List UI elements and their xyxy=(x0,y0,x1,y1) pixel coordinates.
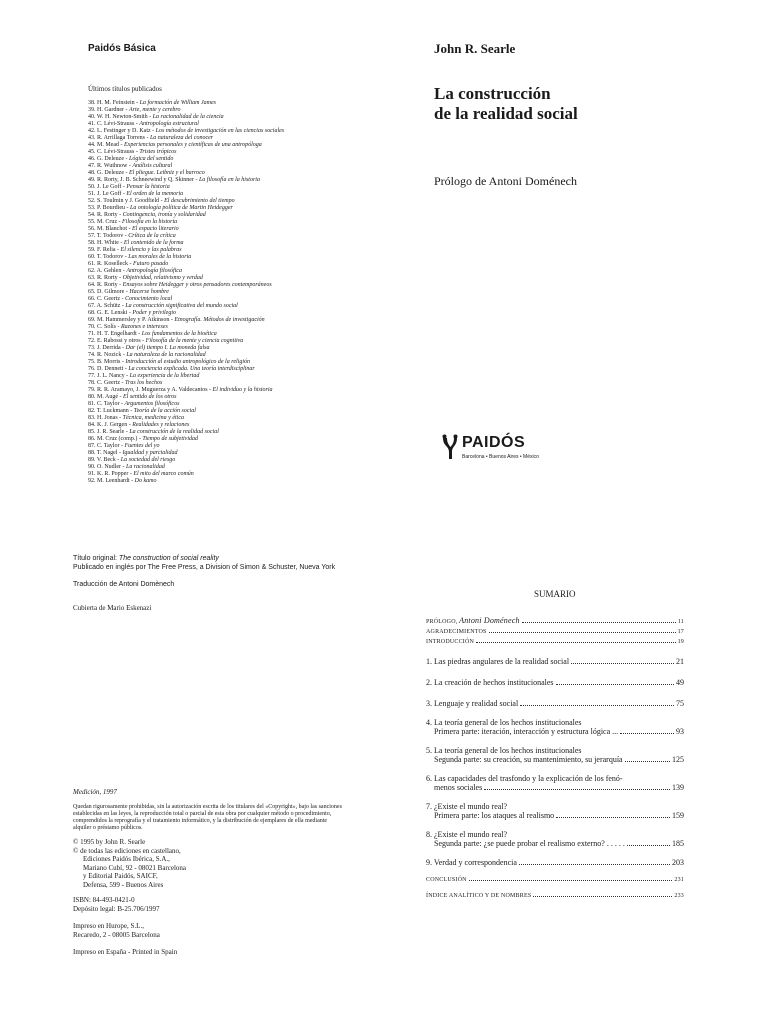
toc-page-number: 19 xyxy=(677,639,684,645)
toc-entry xyxy=(426,830,684,848)
printed-in: Impreso en España - Printed in Spain xyxy=(73,948,178,956)
list-item xyxy=(88,324,358,331)
series-name: Paidós Básica xyxy=(88,43,156,54)
title-name: Razones e intereses xyxy=(121,324,168,330)
toc-leader xyxy=(489,632,676,633)
toc-entry xyxy=(426,657,684,666)
table-of-contents xyxy=(426,616,684,899)
copyright-line: © 1995 by John R. Searle xyxy=(73,838,146,846)
title-name: La construcción de la realidad social xyxy=(129,429,219,435)
toc-leader xyxy=(520,705,674,706)
list-item xyxy=(88,352,358,359)
title-name: Etnografía. Métodos de investigación xyxy=(174,317,265,323)
list-item xyxy=(88,464,358,471)
list-item xyxy=(88,401,358,408)
list-item xyxy=(88,219,358,226)
isbn-block xyxy=(73,896,160,914)
list-item xyxy=(88,289,358,296)
title-name: La naturaleza de la racionalidad xyxy=(126,352,206,358)
toc-leader xyxy=(533,896,672,897)
title-name: El pliegue. Leibniz y el barroco xyxy=(128,170,205,176)
copyright-line: Defensa, 599 - Buenos Aires xyxy=(83,880,164,889)
title-author: 87. C. Taylor - xyxy=(88,443,125,449)
title-author: 69. M. Hammersley y P. Atkinson - xyxy=(88,317,175,323)
title-author: 62. A. Gehlen - xyxy=(88,268,127,274)
list-item xyxy=(88,408,358,415)
toc-page-number: 11 xyxy=(677,619,684,625)
title-author: 41. C. Lévi-Strauss - xyxy=(88,121,140,127)
toc-entry-title: AGRADECIMIENTOS xyxy=(426,629,487,635)
list-item xyxy=(88,184,358,191)
publisher-name: PAIDÓS xyxy=(462,434,526,451)
toc-entry-title: 6. Las capacidades del trasfondo y la explicación de los fenó- xyxy=(426,774,623,783)
title-name: Igualdad y parcialidad xyxy=(122,450,178,456)
title-author: 66. C. Geertz - xyxy=(88,296,125,302)
toc-leader xyxy=(469,880,673,881)
toc-leader xyxy=(571,663,674,664)
title-name: El sentido de los otros xyxy=(123,394,177,400)
list-item xyxy=(88,163,358,170)
contents-title: SUMARIO xyxy=(534,589,576,599)
publisher-logo-icon xyxy=(440,434,460,460)
title-author: 48. G. Deleuze - xyxy=(88,170,129,176)
title-name: Tras los hechos xyxy=(125,380,163,386)
isbn: ISBN: 84-493-0421-0 xyxy=(73,896,135,904)
title-author: 55. M. Cruz - xyxy=(88,219,122,225)
list-item xyxy=(88,114,358,121)
toc-entry-subtitle: Segunda parte: su creación, su mantenimiento, su jerarquía xyxy=(434,755,623,764)
list-item xyxy=(88,247,358,254)
title-name: Las morales de la historia xyxy=(128,254,192,260)
toc-entry-title: CONCLUSIÓN xyxy=(426,877,467,883)
title-author: 59. F. Relia - xyxy=(88,247,121,253)
list-item xyxy=(88,415,358,422)
toc-page-number: 49 xyxy=(676,678,684,687)
title-name: Los fundamentos de la bioética xyxy=(141,331,217,337)
list-item xyxy=(88,303,358,310)
title-author: 73. J. Derrida - xyxy=(88,345,126,351)
toc-entry-title: INTRODUCCIÓN xyxy=(426,639,475,645)
title-author: 70. C. Solís - xyxy=(88,324,122,330)
list-item xyxy=(88,275,358,282)
toc-page-number: 75 xyxy=(676,699,684,708)
toc-entry-subtitle: Primera parte: iteración, interacción y estructura lógica ... xyxy=(434,727,619,736)
title-name: Filosofía en la historia xyxy=(122,219,178,225)
title-author: 52. S. Toulmin y J. Goodfield - xyxy=(88,198,165,204)
title-author: 77. J. L. Nancy - xyxy=(88,373,130,379)
title-author: 39. H. Gardner - xyxy=(88,107,129,113)
title-name: Teoría de la acción social xyxy=(133,408,196,414)
published-info: Publicado en inglés por The Free Press, a Division of Simon & Schuster, Nueva York xyxy=(73,564,336,571)
title-author: 76. D. Dennett - xyxy=(88,366,129,372)
list-heading: Últimos títulos publicados xyxy=(88,85,162,93)
toc-entry-title: ÍNDICE ANALÍTICO Y DE NOMBRES xyxy=(426,893,532,899)
title-name: La formación de William James xyxy=(139,100,216,106)
title-name: Antropología filosófica xyxy=(126,268,182,274)
toc-entry-title: 1. Las piedras angulares de la realidad social xyxy=(426,657,570,666)
list-item xyxy=(88,387,358,394)
list-item xyxy=(88,254,358,261)
title-name: Experiencias personales y científicas de una antropóloga xyxy=(124,142,262,148)
list-item xyxy=(88,317,358,324)
list-item xyxy=(88,156,358,163)
title-name: Pensar la historia xyxy=(126,184,170,190)
toc-entry-subtitle: Primera parte: los ataques al realismo xyxy=(434,811,555,820)
toc-entry xyxy=(426,616,684,625)
toc-entry xyxy=(426,858,684,867)
toc-page-number: 159 xyxy=(672,811,684,820)
toc-entry-subtitle: Segunda parte: ¿se puede probar el realismo externo? . . . . . xyxy=(434,839,625,848)
title-name: Análisis cultural xyxy=(132,163,173,169)
list-item xyxy=(88,198,358,205)
title-name: El descubrimiento del tiempo xyxy=(164,198,235,204)
title-name: Lógica del sentido xyxy=(128,156,174,162)
title-name: La experiencia de la libertad xyxy=(129,373,200,379)
title-author: 75. B. Morris - xyxy=(88,359,126,365)
title-name: Conocimiento local xyxy=(125,296,173,302)
title-name: Contingencia, ironía y solidaridad xyxy=(122,212,206,218)
list-item xyxy=(88,205,358,212)
list-item xyxy=(88,107,358,114)
list-item xyxy=(88,282,358,289)
title-name: El orden de la memoria xyxy=(126,191,184,197)
list-item xyxy=(88,331,358,338)
list-item xyxy=(88,100,358,107)
toc-entry-subtitle: menos sociales xyxy=(434,783,483,792)
toc-entry-title: 8. ¿Existe el mundo real? xyxy=(426,830,508,839)
toc-page-number: 93 xyxy=(676,727,684,736)
list-item xyxy=(88,436,358,443)
title-author: 86. M. Cruz (comp.) - xyxy=(88,436,143,442)
title-author: 92. M. Leenhardt - xyxy=(88,478,135,484)
toc-leader xyxy=(556,684,674,685)
title-author: 58. H. White - xyxy=(88,240,124,246)
title-author: 80. M. Augé - xyxy=(88,394,123,400)
title-name: Do kamo xyxy=(134,478,157,484)
list-item xyxy=(88,240,358,247)
list-item xyxy=(88,429,358,436)
toc-entry xyxy=(426,639,684,645)
title-name: Arte, mente y cerebro xyxy=(129,107,181,113)
title-name: La conciencia explicada. Una teoría interdisciplinar xyxy=(128,366,255,372)
credits-block xyxy=(73,554,393,589)
list-item xyxy=(88,135,358,142)
original-title-label: Título original: xyxy=(73,555,119,562)
title-name: La naturaleza del conocer xyxy=(149,135,214,141)
toc-entry-title: 3. Lenguaje y realidad social xyxy=(426,699,519,708)
copyright-line: Ediciones Paidós Ibérica, S.A., xyxy=(83,855,170,863)
title-author: 85. J. R. Searle - xyxy=(88,429,130,435)
title-name: El mito del marco común xyxy=(133,471,194,477)
title-author: 46. G. Deleuze - xyxy=(88,156,129,162)
title-name: Realidades y relaciones xyxy=(132,422,190,428)
list-item xyxy=(88,226,358,233)
list-item xyxy=(88,450,358,457)
rights-notice: Quedan rigurosamente prohibidas, sin la autorización escrita de los titulares del «Copyright», bajo las sanciones establecidas en las leyes, la reproducción total o parcial de esta obra por cualquier método o procedimiento, comprendidos la reprografía y el tratamiento informático, y la distribución de ejemplares de ella mediante alquiler o préstamo públicos. xyxy=(73,804,342,831)
title-author: 50. J. Le Goff - xyxy=(88,184,127,190)
title-author: 74. R. Nozick - xyxy=(88,352,127,358)
title-name: La ontología política de Martin Heidegger xyxy=(130,205,233,211)
title-name: Hacerse hombre xyxy=(129,289,169,295)
title-author: 42. L. Festinger y D. Katz - xyxy=(88,128,156,134)
title-name: El contenido de la forma xyxy=(123,240,184,246)
title-author: 72. E. Rabossi y otros - xyxy=(88,338,146,344)
title-name: Tristes trópicos xyxy=(139,149,177,155)
copyright-line: Mariano Cubí, 92 - 08021 Barcelona xyxy=(83,863,187,872)
toc-entry xyxy=(426,877,684,883)
toc-entry xyxy=(426,718,684,736)
title-name: Tiempo de subjetividad xyxy=(142,436,198,442)
translation-credit: Traducción de Antoni Domènech xyxy=(73,581,175,588)
copyright-line: © de todas las ediciones en castellano, xyxy=(73,846,181,855)
title-name: Poder y privilegio xyxy=(132,310,176,316)
publisher-cities: Barcelona • Buenos Aires • México xyxy=(462,454,539,460)
printer-line: Impreso en Hurope, S.L., xyxy=(73,922,144,930)
list-item xyxy=(88,233,358,240)
toc-page-number: 125 xyxy=(672,755,684,764)
list-item xyxy=(88,394,358,401)
toc-page-number: 21 xyxy=(676,657,684,666)
list-item xyxy=(88,471,358,478)
title-name: El individuo y la historia xyxy=(212,387,273,393)
title-author: 78. C. Geertz - xyxy=(88,380,125,386)
title-author: 81. C. Taylor - xyxy=(88,401,125,407)
title-author: 54. R. Rorty - xyxy=(88,212,123,218)
title-author: 64. R. Rorty - xyxy=(88,282,123,288)
list-item xyxy=(88,170,358,177)
title-author: 89. V. Beck - xyxy=(88,457,121,463)
list-item xyxy=(88,268,358,275)
toc-entry xyxy=(426,774,684,792)
title-name: Dar (el) tiempo I. La moneda falsa xyxy=(125,345,210,351)
title-author: 88. T. Nagel - xyxy=(88,450,123,456)
author-name: John R. Searle xyxy=(434,41,516,56)
title-author: 63. R. Rorty - xyxy=(88,275,123,281)
toc-leader xyxy=(556,817,670,818)
toc-entry xyxy=(426,893,684,899)
title-author: 51. J. Le Goff - xyxy=(88,191,127,197)
title-author: 56. M. Blanchot - xyxy=(88,226,132,232)
toc-entry-title: 7. ¿Existe el mundo real? xyxy=(426,802,508,811)
toc-page-number: 203 xyxy=(672,858,684,867)
title-author: 44. M. Mead - xyxy=(88,142,124,148)
title-author: 71. H. T. Engelhardt - xyxy=(88,331,142,337)
book-title xyxy=(434,84,634,124)
toc-entry xyxy=(426,699,684,708)
title-name: Técnica, medicina y ética xyxy=(122,415,184,421)
printer-line: Recaredo, 2 - 08005 Barcelona xyxy=(73,931,160,939)
title-author: 65. D. Gilmore - xyxy=(88,289,130,295)
list-item xyxy=(88,345,358,352)
list-item xyxy=(88,128,358,135)
toc-leader xyxy=(627,845,670,846)
list-item xyxy=(88,191,358,198)
list-item xyxy=(88,177,358,184)
original-title: The construction of social reality xyxy=(118,555,219,562)
toc-page-number: 185 xyxy=(672,839,684,848)
title-author: 40. W. H. Newton-Smith - xyxy=(88,114,153,120)
toc-entry xyxy=(426,802,684,820)
list-item xyxy=(88,422,358,429)
title-name: La racionalidad de la ciencia xyxy=(152,114,224,120)
title-author: 67. A. Schütz - xyxy=(88,303,126,309)
title-author: 68. G. E. Lenski - xyxy=(88,310,133,316)
title-name: Argumentos filosóficos xyxy=(124,401,180,407)
list-item xyxy=(88,443,358,450)
title-author: 49. R. Rorty, J. B. Schneewind y Q. Skinner - xyxy=(88,177,199,183)
title-name: Fuentes del yo xyxy=(124,443,160,449)
list-item xyxy=(88,310,358,317)
title-name: La racionalidad xyxy=(126,464,165,470)
printer-block xyxy=(73,922,160,940)
title-name: Introducción al estudio antropológico de la religión xyxy=(125,359,250,365)
prologue-credit: Prólogo de Antoni Doménech xyxy=(434,174,577,188)
title-author: 57. T. Todorov - xyxy=(88,233,129,239)
title-name: Antropología estructural xyxy=(139,121,199,127)
copyright-block xyxy=(73,838,333,889)
title-name: Crítica de la crítica xyxy=(128,233,176,239)
toc-entry-title: 5. La teoría general de los hechos institucionales xyxy=(426,746,582,755)
list-item xyxy=(88,478,358,485)
toc-leader xyxy=(522,622,676,623)
toc-leader xyxy=(625,761,670,762)
title-author: 60. T. Todorov - xyxy=(88,254,129,260)
toc-entry-title: 9. Verdad y correspondencia xyxy=(426,858,517,867)
list-item xyxy=(88,457,358,464)
toc-leader xyxy=(484,789,670,790)
toc-page-number: 17 xyxy=(677,629,684,635)
title-author: 83. H. Jonas - xyxy=(88,415,123,421)
toc-entry-title: PRÓLOGO, Antoni Doménech xyxy=(426,616,520,625)
title-name: Los métodos de investigación en las ciencias sociales xyxy=(155,128,285,134)
title-name: Ensayos sobre Heidegger y otros pensadores contemporáneos xyxy=(122,282,272,288)
list-item xyxy=(88,212,358,219)
copyright-line: y Editorial Paidós, SAICF, xyxy=(83,872,158,880)
title-author: 82. T. Luckmann - xyxy=(88,408,134,414)
toc-leader xyxy=(620,733,674,734)
cover-credit: Cubierta de Mario Eskenazi xyxy=(73,604,152,612)
publisher-logo xyxy=(440,432,560,468)
title-name: La filosofía en la historia xyxy=(198,177,260,183)
toc-leader xyxy=(476,642,676,643)
list-item xyxy=(88,142,358,149)
toc-entry-title: 4. La teoría general de los hechos institucionales xyxy=(426,718,582,727)
toc-entry-title: 2. La creación de hechos institucionales xyxy=(426,678,554,687)
toc-page-number: 231 xyxy=(674,877,684,883)
title-author: 79. R. R. Aramayo, J. Muguerza y A. Valdecantos - xyxy=(88,387,213,393)
list-item xyxy=(88,121,358,128)
list-item xyxy=(88,296,358,303)
book-title-line-1: La construcción xyxy=(434,84,551,103)
title-author: 47. R. Wuthnow - xyxy=(88,163,133,169)
title-author: 45. C. Lévi-Strauss - xyxy=(88,149,140,155)
toc-entry-author: Antoni Doménech xyxy=(459,616,520,625)
title-author: 38. H. M. Feinstein - xyxy=(88,100,140,106)
book-title-line-2: de la realidad social xyxy=(434,104,578,123)
list-item xyxy=(88,380,358,387)
edition-note: Medición, 1997 xyxy=(73,788,117,796)
toc-leader xyxy=(519,864,670,865)
titles-list xyxy=(88,100,358,485)
toc-entry xyxy=(426,678,684,687)
title-author: 90. O. Nudler - xyxy=(88,464,126,470)
title-name: Objetividad, relativismo y verdad xyxy=(122,275,203,281)
title-name: Futuro pasado xyxy=(133,261,169,267)
list-item xyxy=(88,338,358,345)
title-author: 61. R. Koselleck - xyxy=(88,261,133,267)
toc-page-number: 139 xyxy=(672,783,684,792)
title-author: 84. K. J. Gergen - xyxy=(88,422,133,428)
list-item xyxy=(88,359,358,366)
toc-page-number: 233 xyxy=(674,893,684,899)
title-author: 43. R. Arrillaga Torrens - xyxy=(88,135,150,141)
title-name: El silencio y las palabras xyxy=(120,247,182,253)
toc-entry xyxy=(426,746,684,764)
list-item xyxy=(88,373,358,380)
list-item xyxy=(88,149,358,156)
list-item xyxy=(88,366,358,373)
list-item xyxy=(88,261,358,268)
title-name: La construcción significativa del mundo social xyxy=(125,303,238,309)
title-author: 91. K. R. Popper - xyxy=(88,471,134,477)
title-name: El espacio literario xyxy=(132,226,179,232)
title-name: Filosofía de la mente y ciencia cognitiva xyxy=(145,338,244,344)
legal-deposit: Depósito legal: B-25.706/1997 xyxy=(73,905,160,913)
toc-entry xyxy=(426,629,684,635)
title-author: 53. P. Bourdieu - xyxy=(88,205,130,211)
title-name: La sociedad del riesgo xyxy=(120,457,176,463)
